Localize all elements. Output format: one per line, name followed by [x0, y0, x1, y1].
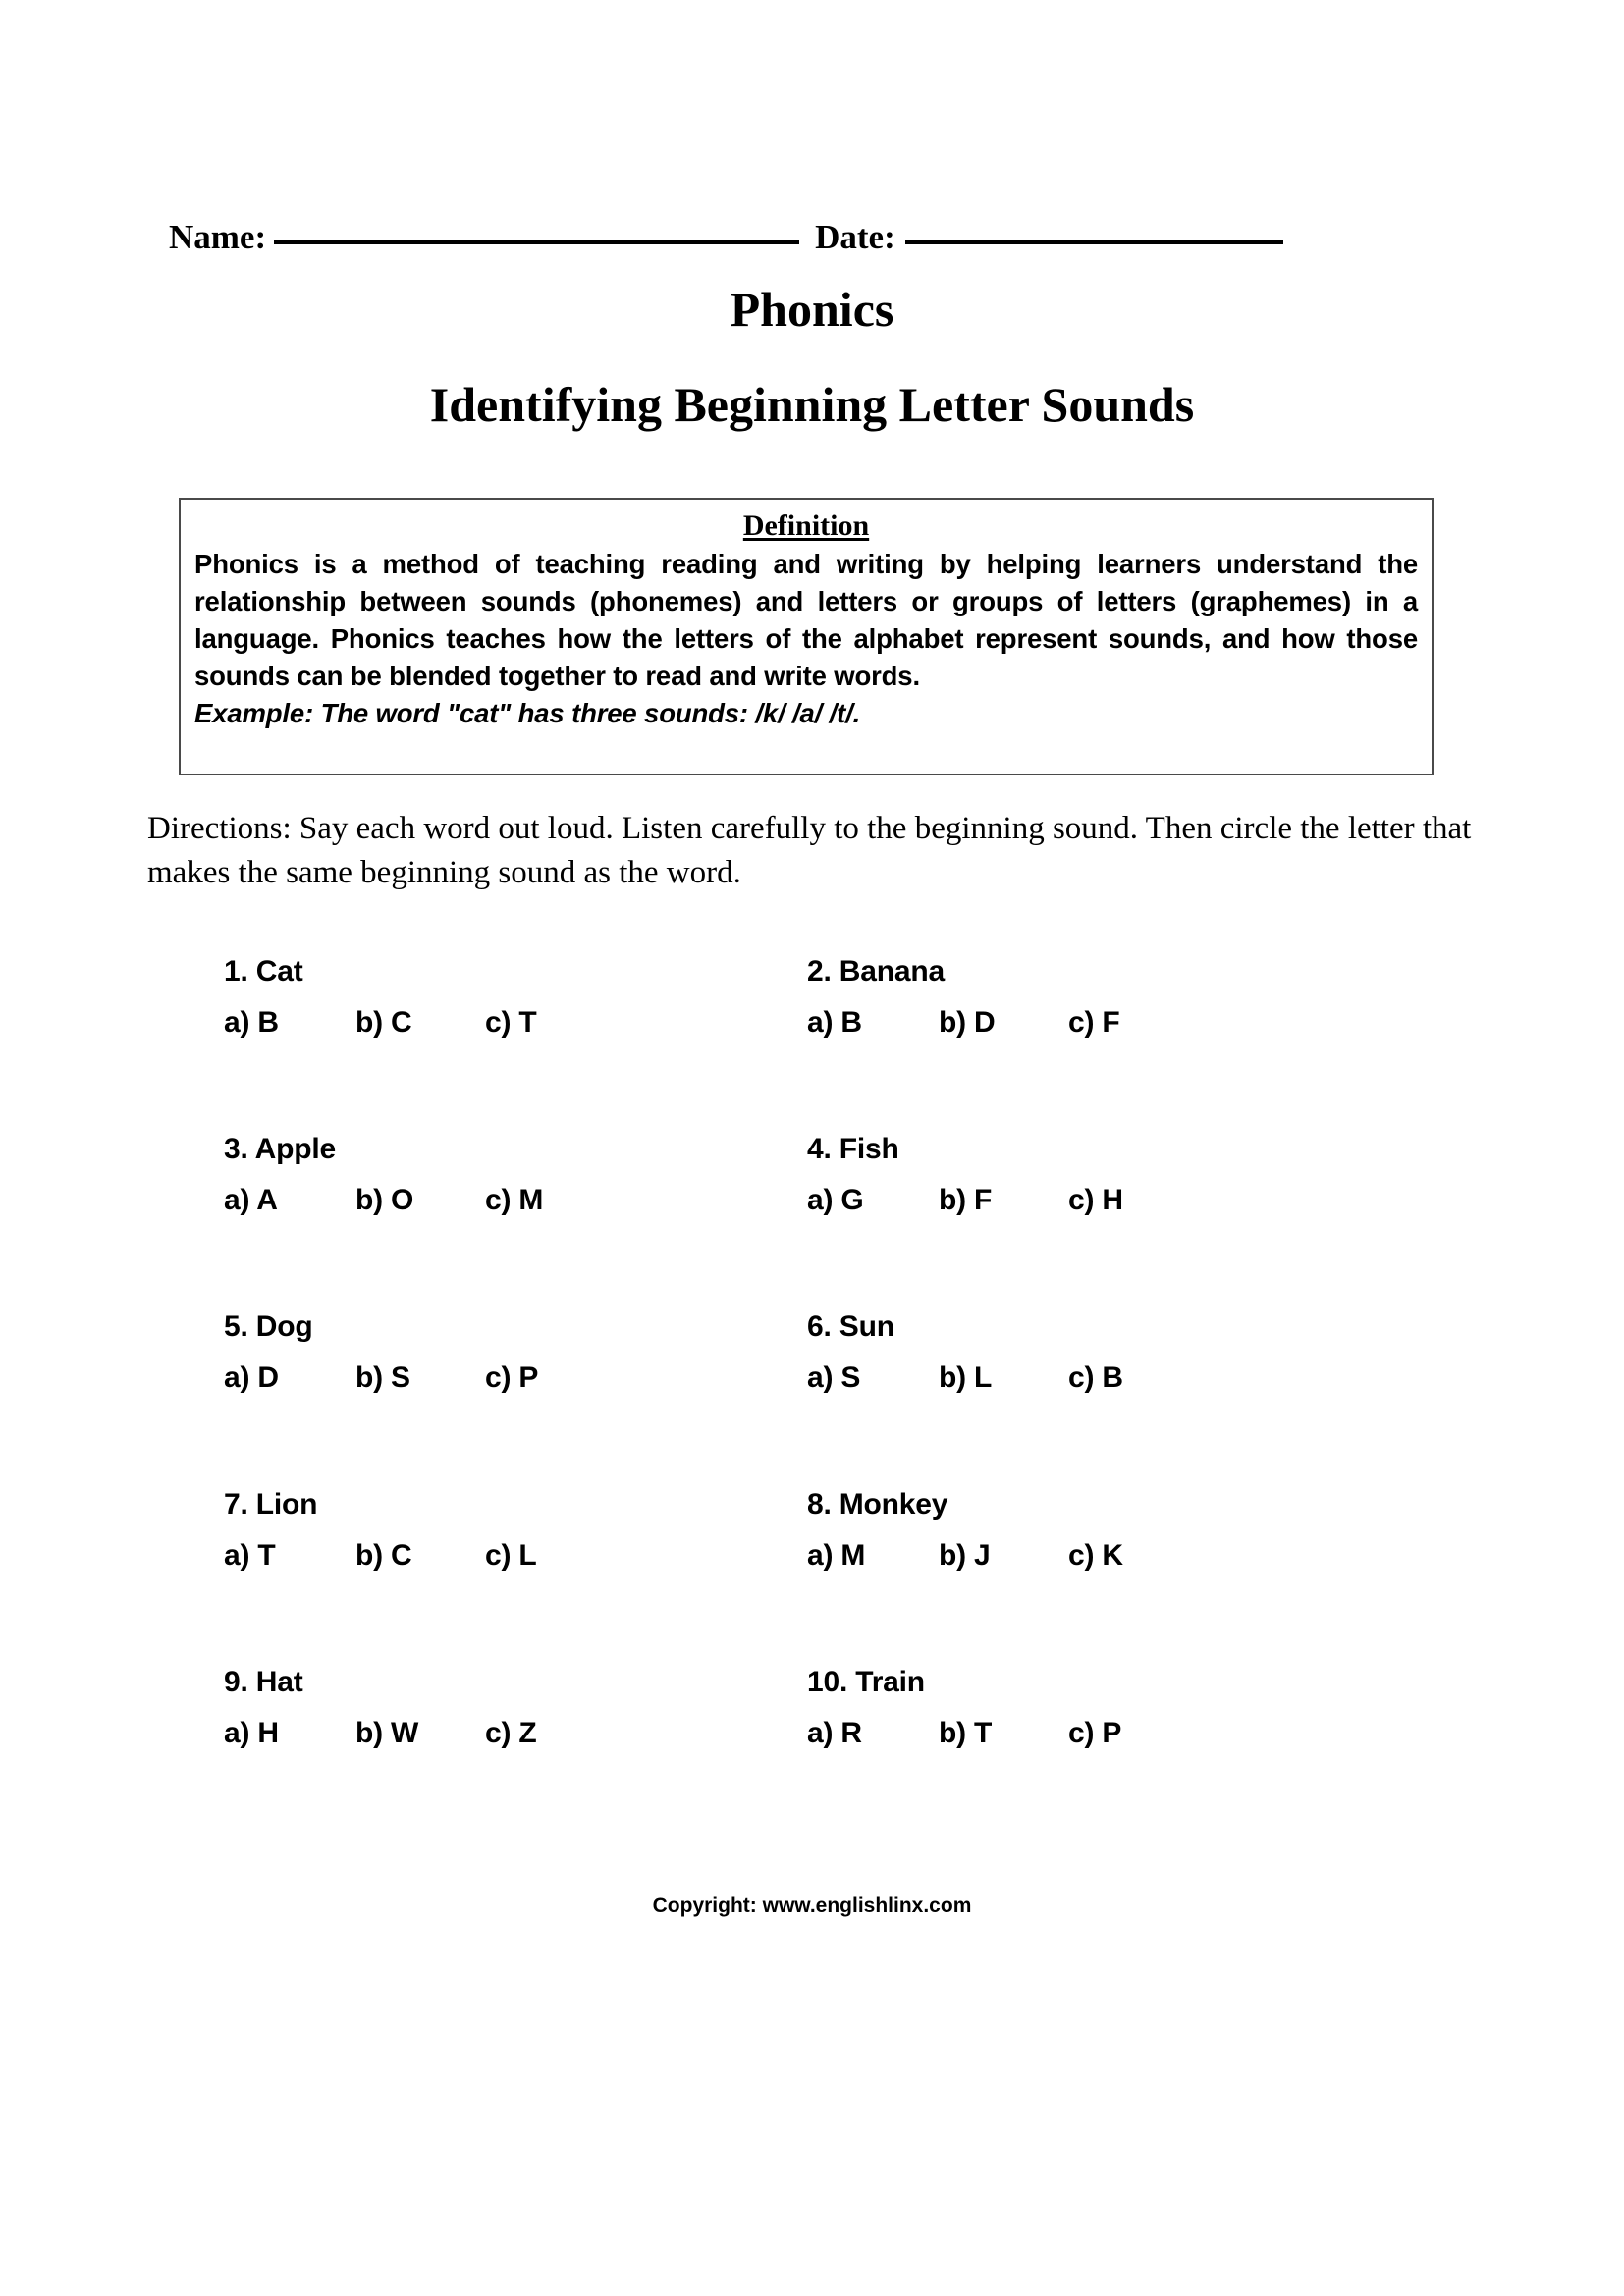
name-date-row: [169, 218, 1435, 257]
option-choice[interactable]: b) O: [355, 1184, 414, 1216]
option-choice[interactable]: c) B: [1068, 1362, 1123, 1394]
question-row: [0, 1312, 1624, 1490]
question-row: [0, 1668, 1624, 1845]
question-options: [224, 1541, 774, 1580]
question-options: [224, 1363, 774, 1403]
question-item: [224, 1312, 774, 1403]
option-choice[interactable]: b) S: [355, 1362, 410, 1394]
option-choice[interactable]: b) T: [939, 1717, 993, 1749]
option-choice[interactable]: c) T: [485, 1006, 537, 1039]
option-choice[interactable]: c) P: [485, 1362, 539, 1394]
question-title: 7. Lion: [224, 1488, 318, 1521]
definition-body: [181, 546, 1432, 695]
question-row: [0, 1135, 1624, 1312]
option-choice[interactable]: c) Z: [485, 1717, 537, 1749]
question-title: 6. Sun: [807, 1310, 894, 1343]
page-subtitle: Identifying Beginning Letter Sounds: [429, 377, 1195, 432]
name-write-in-line[interactable]: [274, 240, 799, 244]
option-choice[interactable]: b) D: [939, 1006, 996, 1039]
question-options: [224, 1008, 774, 1047]
question-options: [807, 1008, 1357, 1047]
definition-example: Example: The word "cat" has three sounds: /k/ /a/ /t/.: [194, 697, 861, 728]
option-choice[interactable]: c) H: [1068, 1184, 1123, 1216]
question-item: [807, 1135, 1357, 1225]
option-choice[interactable]: a) S: [807, 1362, 861, 1394]
option-choice[interactable]: a) H: [224, 1717, 279, 1749]
option-choice[interactable]: a) G: [807, 1184, 864, 1216]
question-title: 5. Dog: [224, 1310, 313, 1343]
option-choice[interactable]: a) M: [807, 1539, 866, 1572]
question-item: [224, 1668, 774, 1758]
question-item: [807, 1668, 1357, 1758]
question-item: [807, 957, 1357, 1047]
question-row: [0, 1490, 1624, 1668]
page-title: Phonics: [730, 282, 894, 337]
date-label: Date:: [815, 218, 895, 256]
definition-box: [179, 498, 1434, 775]
question-options: [807, 1541, 1357, 1580]
option-choice[interactable]: b) C: [355, 1006, 412, 1039]
option-choice[interactable]: b) W: [355, 1717, 419, 1749]
definition-body-text: Phonics is a method of teaching reading and writing by helping learners understand the relationship between sounds (phonemes) and letters or groups of letters (graphemes) in a language. Phonics teaches how the letters of the alphabet represent sounds, and how those sounds can be blended together to read and write words.: [194, 549, 1418, 691]
option-choice[interactable]: a) R: [807, 1717, 862, 1749]
option-choice[interactable]: a) A: [224, 1184, 278, 1216]
question-item: [224, 957, 774, 1047]
question-item: [224, 1490, 774, 1580]
question-options: [807, 1363, 1357, 1403]
option-choice[interactable]: a) D: [224, 1362, 279, 1394]
questions-list: [0, 957, 1624, 1845]
option-choice[interactable]: c) F: [1068, 1006, 1120, 1039]
question-title: 4. Fish: [807, 1133, 899, 1165]
directions-text: Directions: Say each word out loud. Listen carefully to the beginning sound. Then circle the letter that makes the same beginning sound as the word.: [147, 811, 1472, 890]
option-choice[interactable]: a) B: [807, 1006, 862, 1039]
question-options: [807, 1719, 1357, 1758]
question-row: [0, 957, 1624, 1135]
option-choice[interactable]: b) J: [939, 1539, 991, 1572]
date-write-in-line[interactable]: [905, 240, 1283, 244]
question-options: [807, 1186, 1357, 1225]
copyright-footer: Copyright: www.englishlinx.com: [652, 1895, 972, 1917]
question-title: 2. Banana: [807, 955, 945, 988]
option-choice[interactable]: b) L: [939, 1362, 993, 1394]
question-item: [807, 1490, 1357, 1580]
option-choice[interactable]: c) M: [485, 1184, 544, 1216]
option-choice[interactable]: b) F: [939, 1184, 993, 1216]
question-title: 1. Cat: [224, 955, 303, 988]
question-item: [807, 1312, 1357, 1403]
definition-heading: Definition: [742, 509, 870, 542]
option-choice[interactable]: c) L: [485, 1539, 537, 1572]
question-title: 8. Monkey: [807, 1488, 948, 1521]
question-title: 9. Hat: [224, 1666, 303, 1698]
question-title: 10. Train: [807, 1666, 925, 1698]
option-choice[interactable]: c) K: [1068, 1539, 1123, 1572]
option-choice[interactable]: b) C: [355, 1539, 412, 1572]
question-options: [224, 1719, 774, 1758]
question-options: [224, 1186, 774, 1225]
option-choice[interactable]: a) T: [224, 1539, 276, 1572]
question-item: [224, 1135, 774, 1225]
question-title: 3. Apple: [224, 1133, 336, 1165]
option-choice[interactable]: c) P: [1068, 1717, 1122, 1749]
name-label: Name:: [169, 218, 267, 256]
option-choice[interactable]: a) B: [224, 1006, 279, 1039]
